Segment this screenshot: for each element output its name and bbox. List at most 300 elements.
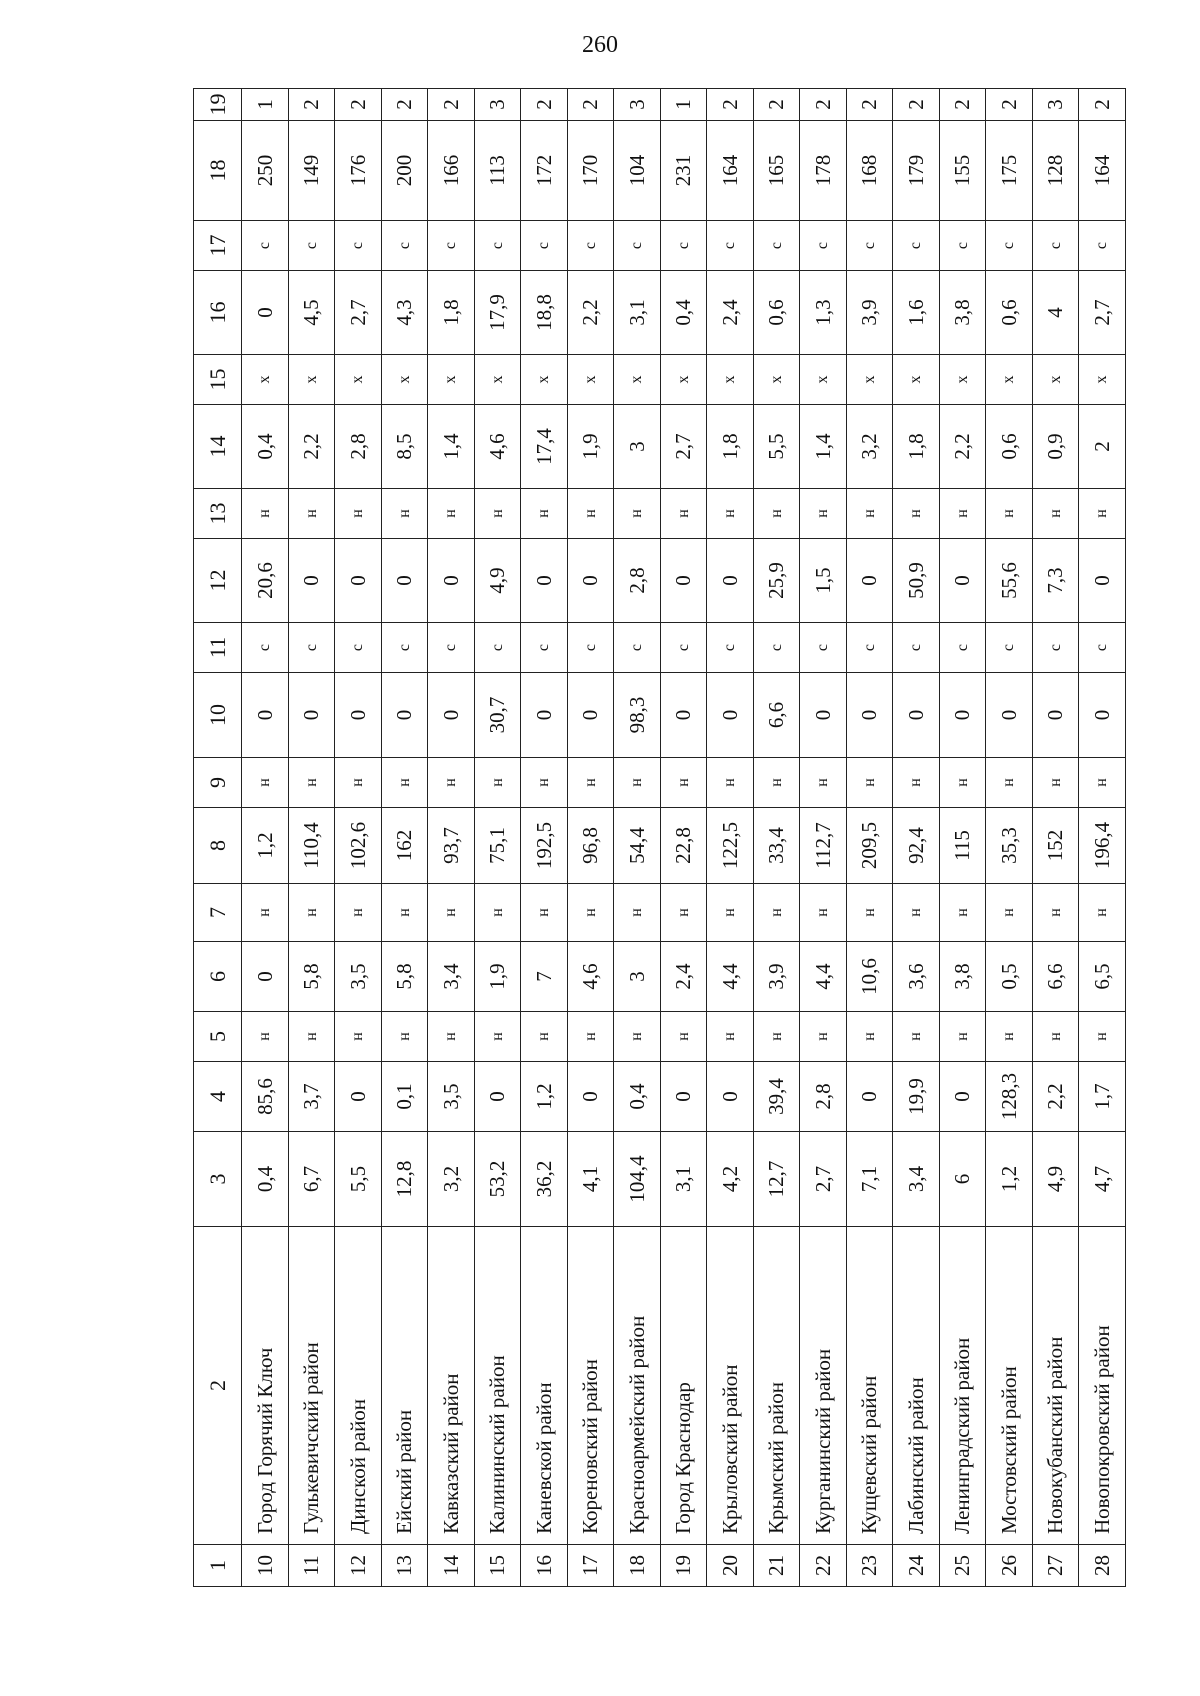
table-cell: с	[614, 623, 661, 673]
table-cell: 1,9	[567, 405, 614, 489]
table-cell: 2	[893, 89, 940, 121]
table-cell: 128	[1032, 121, 1079, 221]
table-cell: н	[846, 489, 893, 539]
table-row	[753, 89, 800, 1587]
table-cell: с	[335, 623, 382, 673]
table-cell: 0	[428, 673, 475, 758]
table-cell: 179	[893, 121, 940, 221]
table-cell: 0	[242, 942, 289, 1012]
table-cell: н	[660, 884, 707, 942]
table-cell: 162	[381, 808, 428, 884]
table-cell: 3	[614, 405, 661, 489]
table-cell: 0	[335, 673, 382, 758]
table-cell: 0	[335, 1062, 382, 1132]
table-cell: 2,7	[1079, 271, 1126, 355]
table-cell: н	[288, 884, 335, 942]
row-number: 10	[242, 1545, 289, 1587]
table-cell: 112,7	[800, 808, 847, 884]
table-cell: 2	[1079, 405, 1126, 489]
table-cell: с	[800, 623, 847, 673]
column-number: 6	[194, 942, 242, 1012]
table-cell: х	[242, 355, 289, 405]
district-name: Город Горячий Ключ	[242, 1227, 289, 1545]
district-name: Кореновский район	[567, 1227, 614, 1545]
table-cell: 1,9	[474, 942, 521, 1012]
table-cell: н	[939, 1012, 986, 1062]
table-cell: 4,1	[567, 1132, 614, 1227]
table-cell: с	[707, 221, 754, 271]
table-cell: н	[753, 1012, 800, 1062]
table-cell: с	[428, 623, 475, 673]
district-name: Ленинградский район	[939, 1227, 986, 1545]
table-cell: н	[986, 1012, 1033, 1062]
table-row	[660, 89, 707, 1587]
table-cell: н	[893, 884, 940, 942]
table-cell: 0	[381, 539, 428, 623]
column-number: 13	[194, 489, 242, 539]
table-cell: 0	[1032, 673, 1079, 758]
table-cell: н	[567, 758, 614, 808]
table-cell: 1,6	[893, 271, 940, 355]
table-cell: 7,1	[846, 1132, 893, 1227]
table-cell: 17,4	[521, 405, 568, 489]
row-number: 13	[381, 1545, 428, 1587]
table-cell: н	[381, 1012, 428, 1062]
table-cell: н	[567, 1012, 614, 1062]
table-cell: с	[1079, 623, 1126, 673]
table-row	[521, 89, 568, 1587]
table-cell: 2,2	[567, 271, 614, 355]
district-name: Крымский район	[753, 1227, 800, 1545]
table-cell: н	[939, 758, 986, 808]
table-row	[474, 89, 521, 1587]
table-cell: 176	[335, 121, 382, 221]
table-cell: 18,8	[521, 271, 568, 355]
table-cell: 3	[614, 942, 661, 1012]
table-cell: 250	[242, 121, 289, 221]
row-number: 26	[986, 1545, 1033, 1587]
row-number: 16	[521, 1545, 568, 1587]
table-cell: н	[986, 884, 1033, 942]
table-cell: 0	[381, 673, 428, 758]
column-number: 19	[194, 89, 242, 121]
table-cell: с	[1032, 623, 1079, 673]
table-cell: н	[474, 884, 521, 942]
table-cell: н	[1079, 489, 1126, 539]
table-cell: н	[288, 758, 335, 808]
table-cell: 22,8	[660, 808, 707, 884]
table-cell: н	[428, 1012, 475, 1062]
table-cell: 33,4	[753, 808, 800, 884]
table-cell: 0	[939, 673, 986, 758]
table-cell: н	[707, 758, 754, 808]
row-number: 25	[939, 1545, 986, 1587]
district-name: Новопокровский район	[1079, 1227, 1126, 1545]
table-cell: н	[474, 1012, 521, 1062]
table-cell: 6	[939, 1132, 986, 1227]
table-cell: 164	[707, 121, 754, 221]
table-cell: 4,7	[1079, 1132, 1126, 1227]
table-cell: 0,4	[242, 1132, 289, 1227]
table-cell: 25,9	[753, 539, 800, 623]
table-row	[614, 89, 661, 1587]
table-cell: 1,2	[986, 1132, 1033, 1227]
column-number: 17	[194, 221, 242, 271]
column-number: 3	[194, 1132, 242, 1227]
table-cell: 149	[288, 121, 335, 221]
table-cell: 6,6	[753, 673, 800, 758]
table-cell: 20,6	[242, 539, 289, 623]
table-cell: 4,9	[474, 539, 521, 623]
table-cell: 0	[939, 539, 986, 623]
table-cell: 7	[521, 942, 568, 1012]
table-row	[939, 89, 986, 1587]
table-cell: н	[707, 489, 754, 539]
table-cell: н	[474, 758, 521, 808]
table-cell: 93,7	[428, 808, 475, 884]
table-cell: 0	[660, 673, 707, 758]
row-number: 15	[474, 1545, 521, 1587]
table-cell: н	[428, 758, 475, 808]
table-cell: н	[288, 489, 335, 539]
table-row	[986, 89, 1033, 1587]
table-cell: 39,4	[753, 1062, 800, 1132]
table-cell: 0,6	[986, 271, 1033, 355]
table-cell: 4,9	[1032, 1132, 1079, 1227]
table-cell: 6,6	[1032, 942, 1079, 1012]
table-cell: н	[521, 758, 568, 808]
row-number: 11	[288, 1545, 335, 1587]
table-cell: 0,4	[242, 405, 289, 489]
table-cell: 4,6	[567, 942, 614, 1012]
table-cell: 2,7	[800, 1132, 847, 1227]
table-cell: 12,7	[753, 1132, 800, 1227]
table-cell: х	[428, 355, 475, 405]
table-cell: 3,2	[428, 1132, 475, 1227]
row-number: 12	[335, 1545, 382, 1587]
table-cell: 175	[986, 121, 1033, 221]
table-cell: 102,6	[335, 808, 382, 884]
table-cell: с	[567, 221, 614, 271]
table-cell: с	[660, 221, 707, 271]
table-row	[428, 89, 475, 1587]
table-cell: 0	[242, 673, 289, 758]
table-cell: 168	[846, 121, 893, 221]
table-cell: н	[1032, 758, 1079, 808]
table-cell: 0	[1079, 539, 1126, 623]
table-cell: х	[1032, 355, 1079, 405]
column-number: 7	[194, 884, 242, 942]
table-cell: 0	[1079, 673, 1126, 758]
table-cell: 166	[428, 121, 475, 221]
table-cell: 5,8	[288, 942, 335, 1012]
table-cell: с	[381, 221, 428, 271]
table-cell: 3	[474, 89, 521, 121]
table-cell: 122,5	[707, 808, 754, 884]
table-cell: 2,8	[614, 539, 661, 623]
table-cell: н	[707, 1012, 754, 1062]
table-cell: 2,4	[660, 942, 707, 1012]
table-cell: 6,5	[1079, 942, 1126, 1012]
table-cell: 5,5	[753, 405, 800, 489]
row-number: 24	[893, 1545, 940, 1587]
table-cell: 2	[986, 89, 1033, 121]
table-cell: 0	[567, 673, 614, 758]
table-cell: 0	[707, 673, 754, 758]
table-cell: 1,7	[1079, 1062, 1126, 1132]
table-cell: х	[567, 355, 614, 405]
table-cell: н	[567, 884, 614, 942]
table-row	[893, 89, 940, 1587]
table-cell: 2,2	[1032, 1062, 1079, 1132]
table-cell: х	[521, 355, 568, 405]
table-cell: 53,2	[474, 1132, 521, 1227]
table-cell: н	[614, 489, 661, 539]
column-number: 9	[194, 758, 242, 808]
table-cell: 2,7	[335, 271, 382, 355]
table-cell: 115	[939, 808, 986, 884]
table-cell: 8,5	[381, 405, 428, 489]
table-cell: 5,5	[335, 1132, 382, 1227]
table-cell: 3,1	[614, 271, 661, 355]
table-cell: 0	[707, 1062, 754, 1132]
table-cell: х	[474, 355, 521, 405]
table-cell: 10,6	[846, 942, 893, 1012]
table-cell: х	[288, 355, 335, 405]
table-cell: 0	[660, 1062, 707, 1132]
table-cell: 3,1	[660, 1132, 707, 1227]
row-number: 20	[707, 1545, 754, 1587]
table-cell: н	[1032, 1012, 1079, 1062]
table-cell: с	[753, 221, 800, 271]
district-name: Мостовский район	[986, 1227, 1033, 1545]
table-cell: 3,8	[939, 271, 986, 355]
table-cell: н	[381, 758, 428, 808]
table-cell: 0	[288, 539, 335, 623]
table-cell: с	[939, 221, 986, 271]
table-cell: 0,1	[381, 1062, 428, 1132]
table-cell: 2	[707, 89, 754, 121]
district-name: Динской район	[335, 1227, 382, 1545]
table-cell: н	[335, 884, 382, 942]
table-cell: 172	[521, 121, 568, 221]
table-cell: 5,8	[381, 942, 428, 1012]
table-cell: 3,4	[893, 1132, 940, 1227]
column-number: 1	[194, 1545, 242, 1587]
district-name: Калининский район	[474, 1227, 521, 1545]
table-cell: 110,4	[288, 808, 335, 884]
table-cell: с	[474, 221, 521, 271]
table-cell: 1,2	[521, 1062, 568, 1132]
table-cell: х	[381, 355, 428, 405]
table-cell: 4,5	[288, 271, 335, 355]
table-row	[288, 89, 335, 1587]
table-cell: х	[939, 355, 986, 405]
table-cell: н	[1079, 1012, 1126, 1062]
table-cell: с	[846, 623, 893, 673]
table-cell: 200	[381, 121, 428, 221]
table-cell: н	[1079, 884, 1126, 942]
table-cell: 113	[474, 121, 521, 221]
statistics-table-container	[193, 89, 1126, 1587]
table-cell: н	[381, 884, 428, 942]
column-number: 16	[194, 271, 242, 355]
table-cell: 4,2	[707, 1132, 754, 1227]
table-cell: 36,2	[521, 1132, 568, 1227]
table-cell: 1,8	[893, 405, 940, 489]
district-name: Гулькевичский район	[288, 1227, 335, 1545]
table-row	[567, 89, 614, 1587]
table-cell: н	[846, 884, 893, 942]
table-cell: 3	[1032, 89, 1079, 121]
table-cell: с	[428, 221, 475, 271]
table-cell: 1,8	[707, 405, 754, 489]
table-cell: 3,7	[288, 1062, 335, 1132]
table-cell: н	[846, 1012, 893, 1062]
column-number: 15	[194, 355, 242, 405]
table-cell: 1,2	[242, 808, 289, 884]
table-cell: с	[381, 623, 428, 673]
table-cell: 0	[567, 539, 614, 623]
table-cell: н	[1032, 489, 1079, 539]
table-cell: с	[242, 623, 289, 673]
table-cell: х	[335, 355, 382, 405]
table-cell: 170	[567, 121, 614, 221]
table-cell: с	[521, 221, 568, 271]
table-cell: 75,1	[474, 808, 521, 884]
table-cell: с	[660, 623, 707, 673]
table-cell: 3,5	[428, 1062, 475, 1132]
table-cell: н	[474, 489, 521, 539]
table-cell: 3,8	[939, 942, 986, 1012]
table-cell: н	[242, 758, 289, 808]
table-row	[381, 89, 428, 1587]
table-cell: 6,7	[288, 1132, 335, 1227]
table-cell: н	[986, 489, 1033, 539]
table-cell: 2	[753, 89, 800, 121]
table-cell: 35,3	[986, 808, 1033, 884]
district-name: Ейский район	[381, 1227, 428, 1545]
table-cell: 2	[335, 89, 382, 121]
district-name: Красноармейский район	[614, 1227, 661, 1545]
table-cell: 0	[288, 673, 335, 758]
table-cell: с	[986, 623, 1033, 673]
table-cell: 2,8	[800, 1062, 847, 1132]
table-cell: н	[428, 884, 475, 942]
table-cell: 178	[800, 121, 847, 221]
table-row	[1079, 89, 1126, 1587]
table-cell: 0	[335, 539, 382, 623]
table-cell: н	[381, 489, 428, 539]
column-number: 12	[194, 539, 242, 623]
table-cell: 2	[521, 89, 568, 121]
table-cell: 1,4	[428, 405, 475, 489]
table-cell: 0,4	[614, 1062, 661, 1132]
table-cell: н	[660, 1012, 707, 1062]
table-cell: 2,8	[335, 405, 382, 489]
table-cell: 0	[846, 673, 893, 758]
table-cell: 2	[939, 89, 986, 121]
table-cell: н	[753, 758, 800, 808]
table-cell: н	[242, 884, 289, 942]
table-row	[1032, 89, 1079, 1587]
table-cell: 2	[428, 89, 475, 121]
row-number: 21	[753, 1545, 800, 1587]
table-cell: 92,4	[893, 808, 940, 884]
table-cell: х	[893, 355, 940, 405]
table-cell: 1,8	[428, 271, 475, 355]
table-cell: с	[939, 623, 986, 673]
row-number: 23	[846, 1545, 893, 1587]
statistics-table	[193, 88, 1126, 1587]
table-cell: н	[567, 489, 614, 539]
table-cell: 0	[474, 1062, 521, 1132]
district-name: Курганинский район	[800, 1227, 847, 1545]
table-cell: 0,4	[660, 271, 707, 355]
table-cell: 2	[800, 89, 847, 121]
table-cell: 0	[939, 1062, 986, 1132]
table-cell: 3,6	[893, 942, 940, 1012]
table-header-row	[194, 89, 242, 1587]
table-cell: 0	[986, 673, 1033, 758]
table-cell: 2	[846, 89, 893, 121]
table-cell: 19,9	[893, 1062, 940, 1132]
table-cell: с	[986, 221, 1033, 271]
column-number: 5	[194, 1012, 242, 1062]
table-cell: н	[660, 758, 707, 808]
table-cell: н	[335, 489, 382, 539]
column-number: 2	[194, 1227, 242, 1545]
column-number: 14	[194, 405, 242, 489]
table-cell: 54,4	[614, 808, 661, 884]
table-cell: с	[335, 221, 382, 271]
table-cell: с	[753, 623, 800, 673]
table-cell: 0,6	[753, 271, 800, 355]
table-cell: н	[335, 758, 382, 808]
table-cell: н	[428, 489, 475, 539]
table-cell: с	[567, 623, 614, 673]
table-cell: с	[242, 221, 289, 271]
table-cell: 0	[893, 673, 940, 758]
table-cell: 196,4	[1079, 808, 1126, 884]
table-cell: с	[474, 623, 521, 673]
table-cell: 2,2	[939, 405, 986, 489]
table-cell: 0	[846, 539, 893, 623]
table-cell: н	[521, 884, 568, 942]
table-cell: 0	[660, 539, 707, 623]
table-cell: н	[521, 489, 568, 539]
table-cell: н	[753, 884, 800, 942]
table-cell: с	[800, 221, 847, 271]
table-cell: 0,6	[986, 405, 1033, 489]
table-cell: н	[800, 489, 847, 539]
table-cell: 55,6	[986, 539, 1033, 623]
table-cell: 104,4	[614, 1132, 661, 1227]
column-number: 4	[194, 1062, 242, 1132]
table-cell: н	[660, 489, 707, 539]
row-number: 28	[1079, 1545, 1126, 1587]
table-cell: 4,4	[800, 942, 847, 1012]
row-number: 14	[428, 1545, 475, 1587]
table-cell: н	[893, 758, 940, 808]
table-cell: 0	[521, 673, 568, 758]
table-cell: 50,9	[893, 539, 940, 623]
table-cell: н	[846, 758, 893, 808]
table-cell: х	[707, 355, 754, 405]
table-cell: 3,9	[753, 942, 800, 1012]
table-cell: н	[1079, 758, 1126, 808]
district-name: Каневской район	[521, 1227, 568, 1545]
